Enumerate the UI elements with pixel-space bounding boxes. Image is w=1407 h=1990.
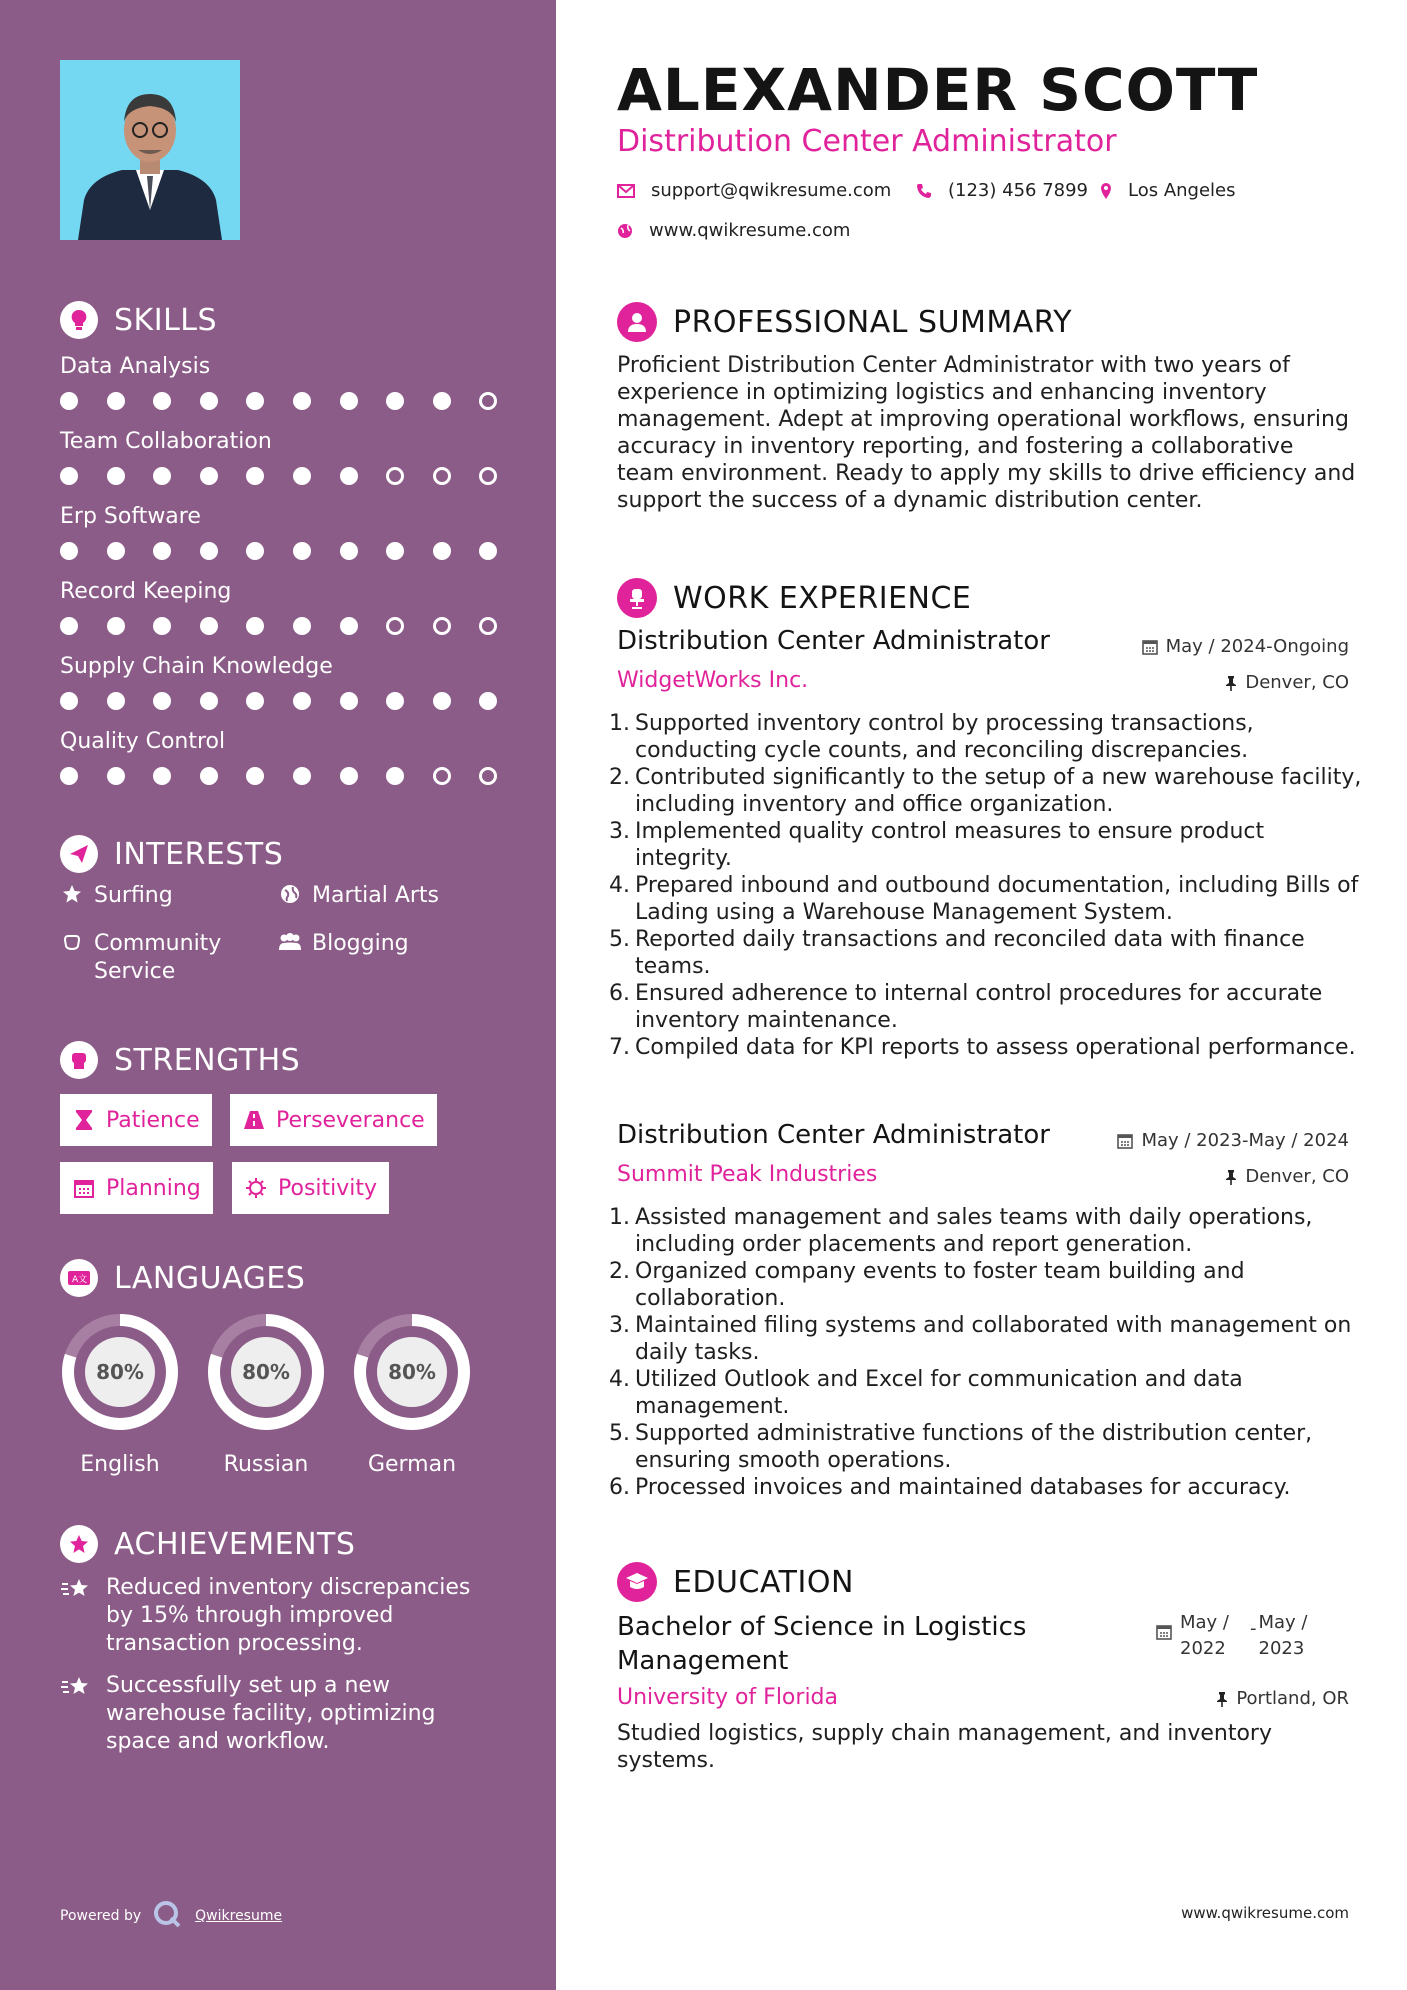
powered-by [60, 1900, 282, 1932]
skill-rating [60, 392, 510, 412]
skill-dot-filled [107, 767, 125, 785]
skill-dot-filled [60, 692, 78, 710]
skill-name: Record Keeping [60, 579, 232, 604]
skill-dot-empty [479, 617, 497, 635]
sidebar [0, 0, 556, 1990]
pushpin-icon [1225, 1169, 1237, 1185]
skill-rating [60, 542, 510, 562]
skill-dot-filled [293, 767, 311, 785]
language-name: Russian [223, 1452, 309, 1477]
skill-name: Supply Chain Knowledge [60, 654, 333, 679]
skill-dot-filled [153, 542, 171, 560]
skill-dot-filled [60, 617, 78, 635]
education-end [1259, 1610, 1319, 1662]
skill-rating [60, 692, 510, 712]
language-ring [58, 1310, 182, 1434]
skill-dot-filled [200, 767, 218, 785]
interest-label: Surfing [94, 883, 173, 908]
skill-rating [60, 617, 510, 637]
skill-dot-filled [340, 467, 358, 485]
hourglass-icon [72, 1109, 96, 1131]
user-icon [617, 302, 657, 342]
skill-dot-filled [153, 467, 171, 485]
qwikresume-logo-icon [153, 1900, 183, 1932]
skill-dot-filled [107, 542, 125, 560]
skill-dot-filled [340, 692, 358, 710]
job-title: Distribution Center Administrator [617, 1120, 1050, 1150]
skill-name: Team Collaboration [60, 429, 272, 454]
location-text: Los Angeles [1128, 180, 1236, 201]
calendar-icon [1156, 1624, 1172, 1662]
skill-dot-filled [293, 542, 311, 560]
duty-item: Reported daily transactions and reconciled data with finance teams. [635, 927, 1305, 979]
contact-website[interactable] [617, 220, 850, 241]
start-month: May / [1180, 1612, 1229, 1633]
skill-name: Data Analysis [60, 354, 211, 379]
skill-item [60, 652, 510, 682]
strength-badge [230, 1094, 437, 1146]
achievements-heading [60, 1524, 510, 1564]
strengths-heading [60, 1040, 510, 1080]
website-text: www.qwikresume.com [649, 220, 851, 241]
skill-dot-empty [433, 767, 451, 785]
degree-title: Bachelor of Science in Logistics Management [617, 1612, 1027, 1676]
skill-dot-filled [479, 542, 497, 560]
achievements-title: ACHIEVEMENTS [114, 1526, 356, 1562]
globe-icon [278, 884, 302, 904]
lightbulb-icon [60, 301, 98, 339]
candidate-role: Distribution Center Administrator [617, 124, 1117, 159]
duty-item: Maintained filing systems and collaborated with management on daily tasks. [635, 1313, 1352, 1365]
interest-label: Blogging [312, 931, 409, 956]
skill-dot-empty [433, 617, 451, 635]
skill-dot-filled [386, 767, 404, 785]
achievements-section [60, 1524, 510, 1764]
strengths-section [60, 1040, 510, 1220]
job-location [1225, 1166, 1349, 1187]
summary-heading [617, 300, 1072, 344]
skill-name: Erp Software [60, 504, 201, 529]
job-location-text: Denver, CO [1245, 1166, 1349, 1187]
strength-badge [232, 1162, 389, 1214]
profile-photo [60, 60, 240, 240]
interests-heading [60, 834, 510, 874]
skill-dot-empty [386, 617, 404, 635]
skill-dot-filled [107, 467, 125, 485]
duty-item: Processed invoices and maintained databases for accuracy. [635, 1475, 1291, 1500]
duty-item: Compiled data for KPI reports to assess operational performance. [635, 1035, 1356, 1060]
skill-dot-filled [433, 692, 451, 710]
skill-dot-filled [479, 692, 497, 710]
languages-section [60, 1258, 510, 1478]
education-dates [1156, 1610, 1319, 1662]
star-badge-icon [60, 1525, 98, 1563]
skill-dot-filled [246, 392, 264, 410]
skill-dot-filled [60, 767, 78, 785]
skill-item [60, 427, 510, 457]
skill-dot-filled [153, 392, 171, 410]
achievement-text: Successfully set up a new warehouse facility, optimizing space and workflow. [106, 1673, 436, 1754]
job-date [1142, 636, 1349, 657]
map-pin-icon [1100, 182, 1112, 200]
experience-title: WORK EXPERIENCE [673, 580, 972, 616]
languages-heading [60, 1258, 510, 1298]
calendar-icon [1142, 639, 1158, 655]
duty-item: Utilized Outlook and Excel for communication and data management. [635, 1367, 1243, 1419]
contact-location [1100, 180, 1236, 201]
sun-icon [244, 1177, 268, 1199]
end-month: May / [1258, 1612, 1308, 1633]
skill-dot-filled [340, 542, 358, 560]
language-ring [204, 1310, 328, 1434]
skill-rating [60, 767, 510, 787]
interests-section [60, 834, 510, 994]
skill-dot-filled [200, 542, 218, 560]
skill-dot-filled [340, 767, 358, 785]
end-year: 2023 [1258, 1638, 1305, 1659]
language-percent: 80% [85, 1337, 155, 1407]
skill-dot-filled [200, 392, 218, 410]
achievement-text: Reduced inventory discrepancies by 15% through improved transaction processing. [106, 1575, 471, 1656]
duty-item: Supported administrative functions of the distribution center, ensuring smooth operations. [635, 1421, 1313, 1473]
interest-item [60, 882, 173, 910]
skill-dot-filled [246, 542, 264, 560]
main-content [556, 0, 1407, 1990]
language-ring [350, 1310, 474, 1434]
school-name: University of Florida [617, 1685, 838, 1710]
fist-icon [60, 1041, 98, 1079]
skill-dot-empty [433, 467, 451, 485]
skill-rating [60, 467, 510, 487]
strength-label: Positivity [278, 1175, 378, 1201]
skill-dot-empty [386, 467, 404, 485]
job-title: Distribution Center Administrator [617, 626, 1050, 656]
powered-by-label: Powered by [60, 1908, 142, 1924]
education-heading [617, 1560, 854, 1604]
interest-item [278, 930, 409, 958]
contact-phone[interactable] [916, 180, 1088, 201]
person-avatar-icon [60, 60, 240, 240]
skill-dot-filled [60, 392, 78, 410]
strength-label: Patience [106, 1107, 200, 1133]
skill-dot-filled [433, 392, 451, 410]
skills-heading [60, 300, 510, 340]
star-icon [60, 884, 84, 904]
date-separator: - [1250, 1618, 1257, 1639]
interest-item [60, 930, 260, 986]
phone-icon [916, 183, 932, 199]
email-text: support@qwikresume.com [651, 180, 892, 201]
skill-item [60, 352, 510, 382]
education-start [1180, 1610, 1240, 1662]
skill-dot-filled [293, 617, 311, 635]
job-date [1117, 1130, 1349, 1151]
contact-email[interactable] [617, 180, 891, 201]
svg-text:A文: A文 [72, 1275, 88, 1285]
skill-dot-filled [386, 392, 404, 410]
skill-dot-filled [60, 542, 78, 560]
interest-label: Community Service [94, 931, 222, 984]
skill-dot-filled [153, 692, 171, 710]
skill-dot-empty [479, 392, 497, 410]
skill-dot-filled [340, 392, 358, 410]
road-icon [242, 1110, 266, 1130]
job-date-text: May / 2023-May / 2024 [1141, 1130, 1349, 1151]
shooting-star-icon [60, 1576, 92, 1658]
skill-dot-filled [433, 542, 451, 560]
language-card-icon [60, 1259, 98, 1297]
shooting-star-icon [60, 1674, 92, 1756]
language-percent: 80% [377, 1337, 447, 1407]
skill-dot-empty [479, 467, 497, 485]
skill-dot-empty [479, 767, 497, 785]
skill-item [60, 727, 510, 757]
company-name: Summit Peak Industries [617, 1162, 878, 1187]
language-percent: 80% [231, 1337, 301, 1407]
skills-section [60, 300, 510, 754]
duty-item: Ensured adherence to internal control procedures for accurate inventory maintenance. [635, 981, 1323, 1033]
duty-item: Assisted management and sales teams with daily operations, including order placements and report generation. [635, 1205, 1313, 1257]
skill-dot-filled [293, 392, 311, 410]
pushpin-icon [1216, 1691, 1228, 1707]
skill-item [60, 502, 510, 532]
strength-label: Planning [106, 1175, 201, 1201]
education-location-text: Portland, OR [1236, 1688, 1349, 1709]
language-item [350, 1310, 474, 1477]
skill-dot-filled [107, 617, 125, 635]
skill-dot-filled [200, 617, 218, 635]
skill-dot-filled [293, 467, 311, 485]
job-location [1225, 672, 1349, 693]
company-name: WidgetWorks Inc. [617, 668, 809, 693]
interest-item [278, 882, 439, 910]
graduation-cap-icon [617, 1562, 657, 1602]
strengths-title: STRENGTHS [114, 1042, 301, 1078]
skill-dot-filled [107, 392, 125, 410]
achievement-item [60, 1574, 490, 1658]
skill-dot-filled [200, 692, 218, 710]
strength-badge [60, 1094, 212, 1146]
job-location-text: Denver, CO [1245, 672, 1349, 693]
phone-text: (123) 456 7899 [948, 180, 1089, 201]
skill-dot-filled [246, 692, 264, 710]
skill-dot-filled [386, 692, 404, 710]
skills-title: SKILLS [114, 302, 218, 338]
skill-dot-filled [386, 542, 404, 560]
mail-icon [617, 184, 635, 198]
office-chair-icon [617, 578, 657, 618]
skill-dot-filled [200, 467, 218, 485]
pushpin-icon [1225, 675, 1237, 691]
users-icon [278, 932, 302, 952]
skill-item [60, 577, 510, 607]
summary-title: PROFESSIONAL SUMMARY [673, 304, 1073, 340]
skill-dot-filled [153, 767, 171, 785]
candidate-name: ALEXANDER SCOTT [617, 56, 1259, 124]
job-duties [617, 710, 1362, 1061]
duty-item: Supported inventory control by processing transactions, conducting cycle counts, and reconciling discrepancies. [635, 711, 1254, 763]
skill-dot-filled [340, 617, 358, 635]
job-duties [617, 1204, 1362, 1501]
summary-text: Proficient Distribution Center Administrator with two years of experience in optimizing logistics and enhancing inventory management. Adept at improving operational workflows, ensuring accuracy in inventory reporting, and fostering a collaborative team environment. Ready to apply my skills to drive efficiency and support the success of a dynamic distribution center. [617, 353, 1356, 513]
globe-icon [617, 223, 633, 239]
job-date-text: May / 2024-Ongoing [1165, 636, 1349, 657]
skill-dot-filled [60, 467, 78, 485]
language-name: English [80, 1452, 160, 1477]
duty-item: Prepared inbound and outbound documentation, including Bills of Lading using a Warehouse Management System. [635, 873, 1359, 925]
brand-link[interactable]: Qwikresume [195, 1908, 283, 1924]
language-item [204, 1310, 328, 1477]
strength-badge [60, 1162, 213, 1214]
skill-dot-filled [246, 467, 264, 485]
language-name: German [367, 1452, 457, 1477]
skill-name: Quality Control [60, 729, 226, 754]
languages-title: LANGUAGES [114, 1260, 306, 1296]
duty-item: Organized company events to foster team building and collaboration. [635, 1259, 1245, 1311]
interest-label: Martial Arts [312, 883, 440, 908]
strength-label: Perseverance [276, 1107, 425, 1133]
start-year: 2022 [1180, 1638, 1226, 1659]
language-item [58, 1310, 182, 1477]
education-description: Studied logistics, supply chain management, and inventory systems. [617, 1721, 1272, 1773]
footer-url[interactable]: www.qwikresume.com [1181, 1904, 1349, 1922]
skill-dot-filled [246, 617, 264, 635]
paper-plane-icon [60, 835, 98, 873]
education-location [1216, 1688, 1349, 1709]
hand-icon [60, 932, 84, 952]
calendar-icon [1117, 1133, 1133, 1149]
interests-title: INTERESTS [114, 836, 284, 872]
skill-dot-filled [153, 617, 171, 635]
calendar-icon [72, 1178, 96, 1198]
skill-dot-filled [293, 692, 311, 710]
duty-item: Implemented quality control measures to ensure product integrity. [635, 819, 1265, 871]
duty-item: Contributed significantly to the setup of a new warehouse facility, including inventory and office organization. [635, 765, 1362, 817]
skill-dot-filled [246, 767, 264, 785]
skill-dot-filled [107, 692, 125, 710]
achievement-item [60, 1672, 490, 1756]
experience-heading [617, 576, 971, 620]
education-title: EDUCATION [673, 1564, 854, 1600]
